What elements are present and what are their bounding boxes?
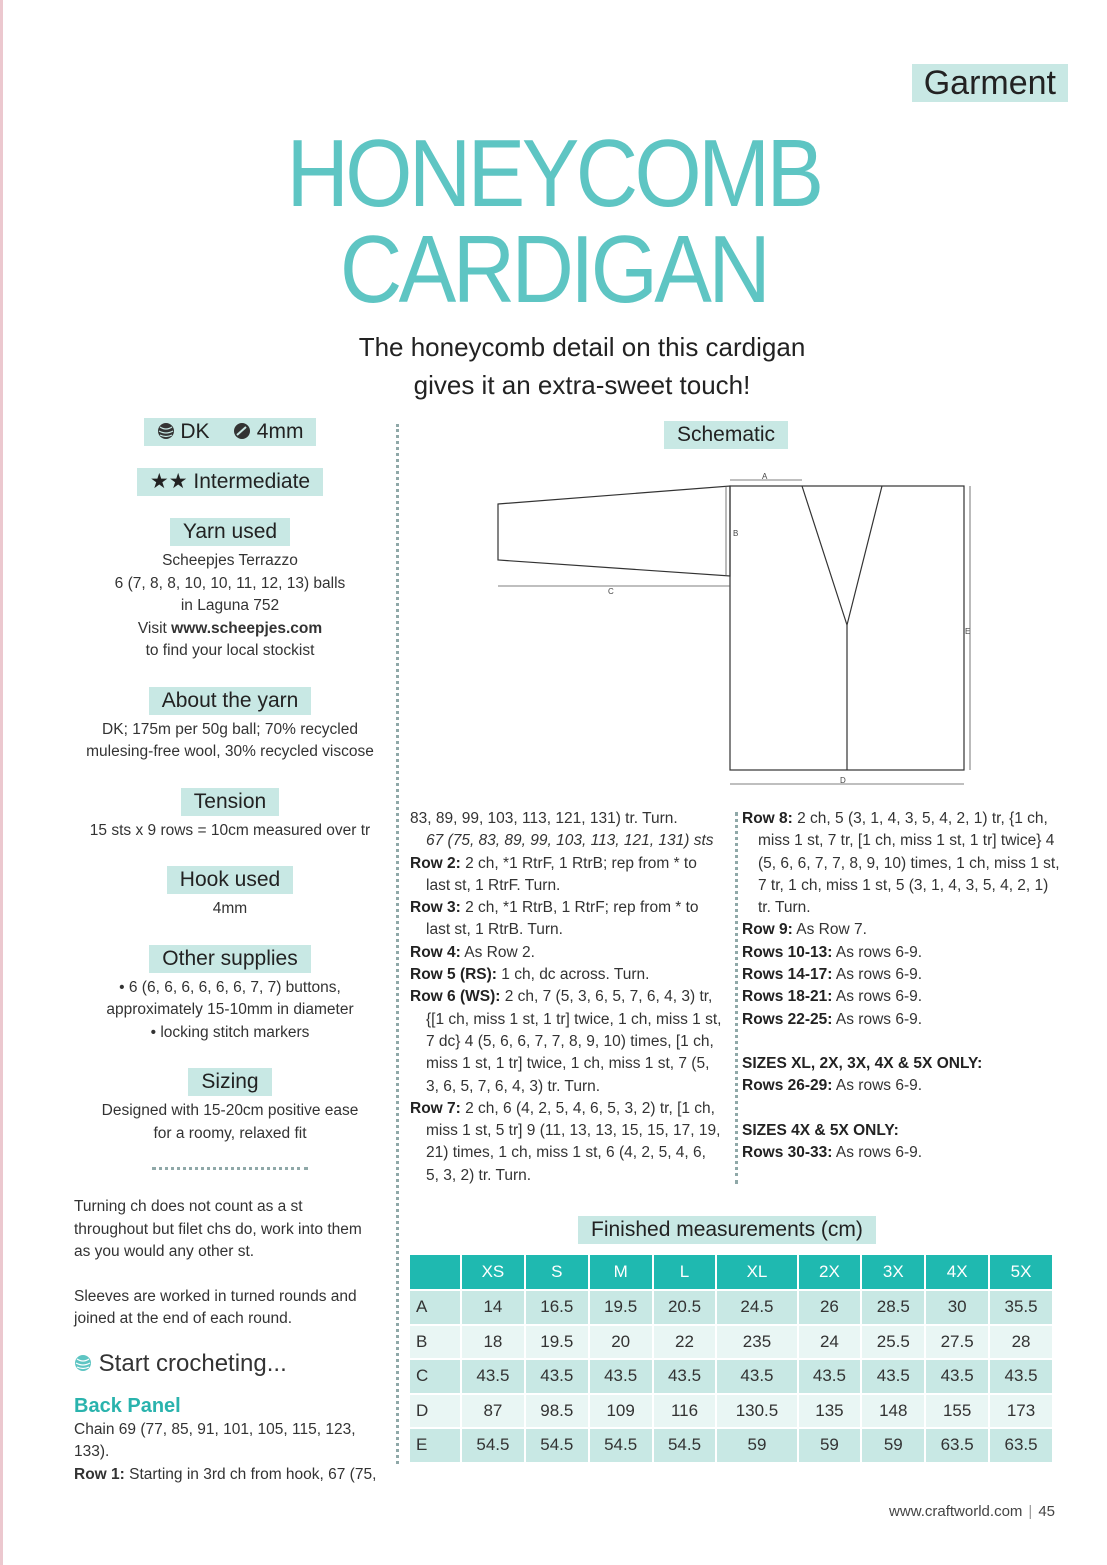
pattern-row: Row 8: 2 ch, 5 (3, 1, 4, 3, 5, 4, 2, 1) tr, {1 ch, miss 1 st, 7 tr, [1 ch, miss 1 st, 1 tr] twice} 4 (5, 6, 6, 7, 7, 8, 9, 10) times, 1 ch, miss 1 st, 7 tr, 1 ch, miss 1 st, 5 (3, 1, 4, 3, 5, 4, 2, 1) tr. Turn. [742,810,1060,917]
pattern-row: Rows 10-13: As rows 6-9. [742,943,923,961]
measurement-cell: 24 [798,1325,862,1360]
hook-used-heading: Hook used [167,866,293,894]
measurement-cell: 14 [461,1290,525,1325]
yarn-used-line: 6 (7, 8, 8, 10, 10, 11, 12, 13) balls [114,574,346,592]
yarn-used-line: in Laguna 752 [180,597,280,614]
yarn-ball-icon [157,422,175,440]
start-heading-row [74,1349,390,1379]
measurement-cell: 35.5 [989,1290,1053,1325]
subtitle-line-1: The honeycomb detail on this cardigan [358,332,806,362]
row-label: E [410,1428,461,1462]
skill-label: Intermediate [193,470,311,493]
measurement-cell: 63.5 [989,1428,1053,1462]
other-supplies-heading: Other supplies [149,945,310,973]
hook-size: 4mm [256,420,304,443]
pattern-row: Row 4: As Row 2. [410,943,535,961]
measurements-table [410,1255,1054,1462]
table-corner-cell [410,1255,461,1290]
left-column [70,418,390,1486]
measurement-cell: 28 [989,1325,1053,1360]
measurement-cell: 130.5 [716,1394,797,1429]
tension-text: 15 sts x 9 rows = 10cm measured over tr [89,821,371,839]
pattern-row: Row 3: 2 ch, *1 RtrB, 1 RtrF; rep from * to last st, 1 RtrB. Turn. [410,899,699,939]
measurement-cell: 43.5 [653,1359,717,1394]
schematic-heading: Schematic [664,421,788,449]
pattern-column-2 [742,808,1060,1164]
measurement-cell: 43.5 [798,1359,862,1394]
measurement-cell: 24.5 [716,1290,797,1325]
yarn-used-heading: Yarn used [170,518,290,546]
size-header: 5X [989,1255,1053,1290]
section-tag: Garment [912,64,1068,102]
pattern-row: Row 7: 2 ch, 6 (4, 2, 5, 4, 6, 5, 3, 2) tr, [1 ch, miss 1 st, 5 tr] 9 (11, 13, 13, 15, 15, 17, 19, 21) times, 1 ch, miss 1 st, 6 (4, 2, 5, 4, 6, 5, 3, 2) tr. Turn. [410,1099,721,1184]
measurement-cell: 235 [716,1325,797,1360]
column-divider [735,812,738,1184]
yarn-hook-badge [144,418,317,446]
table-row [410,1290,1053,1325]
note-line: Turning ch does not count as a st [74,1198,303,1215]
measurement-cell: 135 [798,1394,862,1429]
measurement-cell: 19.5 [525,1325,589,1360]
size-header: M [589,1255,653,1290]
row1-label: Row 1: [74,1465,125,1483]
note-line: joined at the end of each round. [74,1310,293,1327]
measurement-cell: 16.5 [525,1290,589,1325]
dotted-divider [152,1167,308,1170]
pattern-row: Row 5 (RS): 1 ch, dc across. Turn. [410,966,650,984]
about-yarn-heading: About the yarn [149,687,312,715]
footer: www.craftworld.com | 45 [889,1503,1055,1520]
schematic-label-a: A [762,472,768,481]
size-header: 2X [798,1255,862,1290]
schematic-label-e: E [965,627,971,636]
neck-v-line [802,486,882,625]
size-header: L [653,1255,717,1290]
measurement-cell: 59 [861,1428,925,1462]
measurement-cell: 109 [589,1394,653,1429]
measurement-cell: 30 [925,1290,989,1325]
measurement-cell: 43.5 [925,1359,989,1394]
pattern-row: Row 6 (WS): 2 ch, 7 (5, 3, 6, 5, 7, 6, 4, 3) tr, {[1 ch, miss 1 st, 1 tr] twice, 1 ch, miss 1 st, 7 dc} 4 (5, 6, 6, 7, 7, 8, 9, 10) times, [1 ch, miss 1 st, 1 tr] twice, 1 ch, miss 1 st, 7 (5, 3, 6, 5, 7, 6, 4, 3) tr. Turn. [410,988,722,1095]
yarn-used-line: Scheepjes Terrazzo [162,552,298,569]
size-header: 3X [861,1255,925,1290]
measurement-cell: 54.5 [525,1428,589,1462]
pattern-row: Rows 14-17: As rows 6-9. [742,966,923,984]
pattern-row: Row 2: 2 ch, *1 RtrF, 1 RtrB; rep from * to last st, 1 RtrF. Turn. [410,854,697,894]
measurement-cell: 43.5 [716,1359,797,1394]
measurement-cell: 18 [461,1325,525,1360]
measurement-cell: 98.5 [525,1394,589,1429]
measurement-cell: 43.5 [525,1359,589,1394]
hook-icon [233,422,251,440]
measurement-cell: 22 [653,1325,717,1360]
measurement-cell: 26 [798,1290,862,1325]
yarn-ball-icon [74,1354,92,1372]
supplies-line: • locking stitch markers [150,1023,310,1041]
pattern-row: Rows 26-29: As rows 6-9. [742,1077,923,1095]
about-yarn-line: mulesing-free wool, 30% recycled viscose [86,743,374,760]
schematic-diagram [482,470,982,790]
row1-text: Starting in 3rd ch from hook, 67 (75, [129,1465,377,1483]
note-line: as you would any other st. [74,1243,255,1260]
visit-text: Visit [137,619,167,637]
measurement-cell: 54.5 [461,1428,525,1462]
sizes-subheading: SIZES XL, 2X, 3X, 4X & 5X ONLY: [742,1054,983,1072]
measurement-cell: 28.5 [861,1290,925,1325]
measurement-cell: 116 [653,1394,717,1429]
measurement-cell: 54.5 [653,1428,717,1462]
start-heading: Start crocheting... [98,1349,287,1377]
measurement-cell: 155 [925,1394,989,1429]
measurement-cell: 43.5 [461,1359,525,1394]
measurement-cell: 63.5 [925,1428,989,1462]
subtitle-line-2: gives it an extra-sweet touch! [413,370,751,400]
measurement-cell: 59 [716,1428,797,1462]
stockist-text: to find your local stockist [145,642,315,659]
measurement-cell: 43.5 [861,1359,925,1394]
pattern-column-1 [410,808,722,1187]
row-label: D [410,1394,461,1429]
table-header-row [410,1255,1053,1290]
table-row [410,1428,1053,1462]
page-number: 45 [1038,1503,1055,1520]
measurements-heading: Finished measurements (cm) [578,1216,876,1244]
row-label: B [410,1325,461,1360]
sizing-line: for a roomy, relaxed fit [153,1124,307,1142]
pattern-row: Row 9: As Row 7. [742,921,867,939]
tension-heading: Tension [181,788,279,816]
title-line-1: HONEYCOMB [286,120,821,227]
back-panel-heading: Back Panel [74,1394,181,1417]
measurement-cell: 27.5 [925,1325,989,1360]
measurement-cell: 20 [589,1325,653,1360]
schematic-label-d: D [840,776,846,785]
skill-badge [137,468,323,496]
size-header: XL [716,1255,797,1290]
table-row [410,1394,1053,1429]
pattern-row: Rows 30-33: As rows 6-9. [742,1143,923,1161]
supplies-line: • 6 (6, 6, 6, 6, 6, 6, 7, 7) buttons, [119,978,341,996]
measurement-cell: 20.5 [653,1290,717,1325]
hook-used-text: 4mm [212,900,248,917]
measurement-cell: 25.5 [861,1325,925,1360]
measurement-cell: 54.5 [589,1428,653,1462]
row-label: A [410,1290,461,1325]
size-header: S [525,1255,589,1290]
measurement-cell: 87 [461,1394,525,1429]
measurement-cell: 19.5 [589,1290,653,1325]
measurement-cell: 43.5 [589,1359,653,1394]
pattern-row: Rows 22-25: As rows 6-9. [742,1010,923,1028]
sleeve-outline [498,486,730,576]
measurement-cell: 43.5 [989,1359,1053,1394]
schematic-label-c: C [608,587,614,596]
sizing-heading: Sizing [188,1068,271,1096]
pattern-row: 83, 89, 99, 103, 113, 121, 131) tr. Turn. 67 (75, 83, 89, 99, 103, 113, 121, 131) sts [410,810,714,850]
page-edge [0,0,3,1565]
row-label: C [410,1359,461,1394]
yarn-weight: DK [180,420,210,443]
supplies-line: approximately 15-10mm in diameter [106,1001,354,1018]
sizing-line: Designed with 15-20cm positive ease [101,1102,359,1119]
title-line-2: CARDIGAN [339,216,768,323]
table-row [410,1325,1053,1360]
back-panel-chain: Chain 69 (77, 85, 91, 101, 105, 115, 123, 133). [74,1420,356,1460]
skill-stars: ★★ [149,470,188,493]
schematic-label-b: B [733,529,739,538]
footer-site: www.craftworld.com [889,1503,1023,1520]
note-line: throughout but filet chs do, work into them [74,1220,362,1238]
measurement-cell: 173 [989,1394,1053,1429]
pattern-row: Rows 18-21: As rows 6-9. [742,988,923,1006]
sizes-subheading: SIZES 4X & 5X ONLY: [742,1121,899,1139]
note-line: Sleeves are worked in turned rounds and [74,1287,357,1305]
size-header: 4X [925,1255,989,1290]
measurement-cell: 59 [798,1428,862,1462]
measurement-cell: 148 [861,1394,925,1429]
subtitle [250,328,914,404]
size-header: XS [461,1255,525,1290]
about-yarn-line: DK; 175m per 50g ball; 70% recycled [102,720,358,738]
column-divider [396,424,399,1464]
yarn-website-link[interactable]: www.scheepjes.com [171,619,323,637]
table-row [410,1359,1053,1394]
